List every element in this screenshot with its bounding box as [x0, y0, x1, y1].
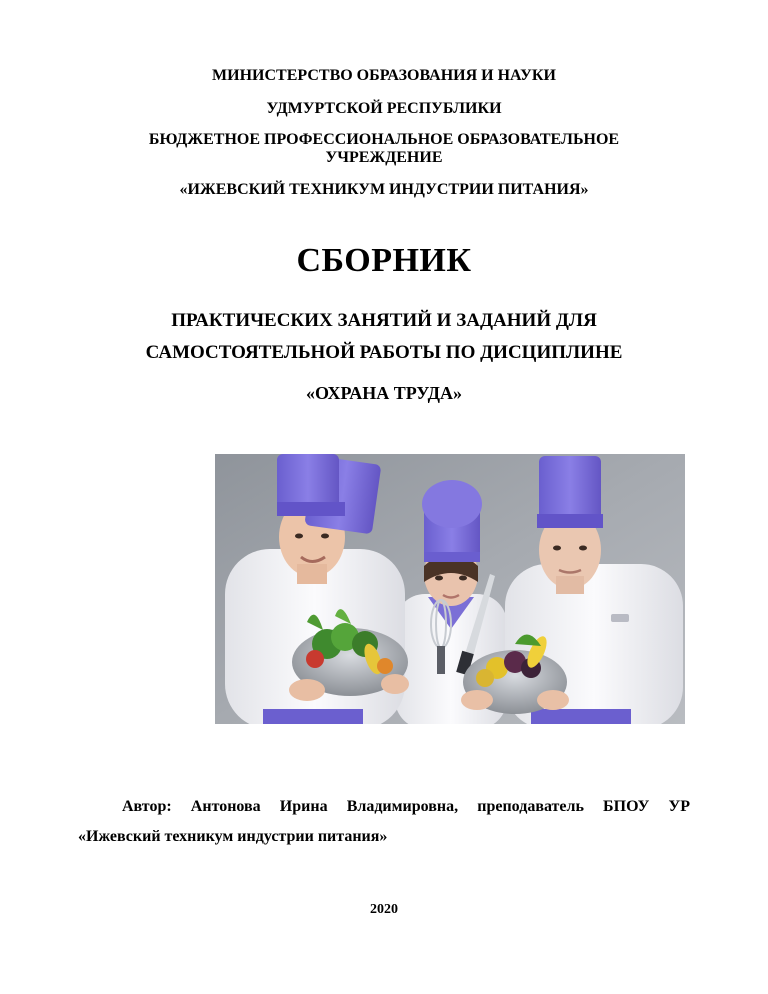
- institution-line-2: УЧРЕЖДЕНИЕ: [325, 149, 443, 166]
- institution-name: «ИЖЕВСКИЙ ТЕХНИКУМ ИНДУСТРИИ ПИТАНИЯ»: [179, 181, 589, 198]
- chefs-photo: [215, 454, 685, 724]
- subtitle-line-1: ПРАКТИЧЕСКИХ ЗАНЯТИЙ И ЗАДАНИЙ ДЛЯ: [171, 310, 597, 331]
- ministry-line-2: УДМУРТСКОЙ РЕСПУБЛИКИ: [266, 100, 502, 117]
- ministry-line-1: МИНИСТЕРСТВО ОБРАЗОВАНИЯ И НАУКИ: [212, 67, 556, 84]
- discipline-name: «ОХРАНА ТРУДА»: [305, 383, 463, 403]
- subtitle-line-2: САМОСТОЯТЕЛЬНОЙ РАБОТЫ ПО ДИСЦИПЛИНЕ: [145, 342, 623, 363]
- author-line-1: Автор: Антонова Ирина Владимировна, преподаватель БПОУ УР: [122, 798, 690, 815]
- publication-year: 2020: [370, 902, 398, 917]
- document-title: СБОРНИК: [296, 242, 472, 279]
- author-line-2: «Ижевский техникум индустрии питания»: [78, 828, 388, 845]
- institution-line-1: БЮДЖЕТНОЕ ПРОФЕССИОНАЛЬНОЕ ОБРАЗОВАТЕЛЬНОЕ: [148, 131, 620, 148]
